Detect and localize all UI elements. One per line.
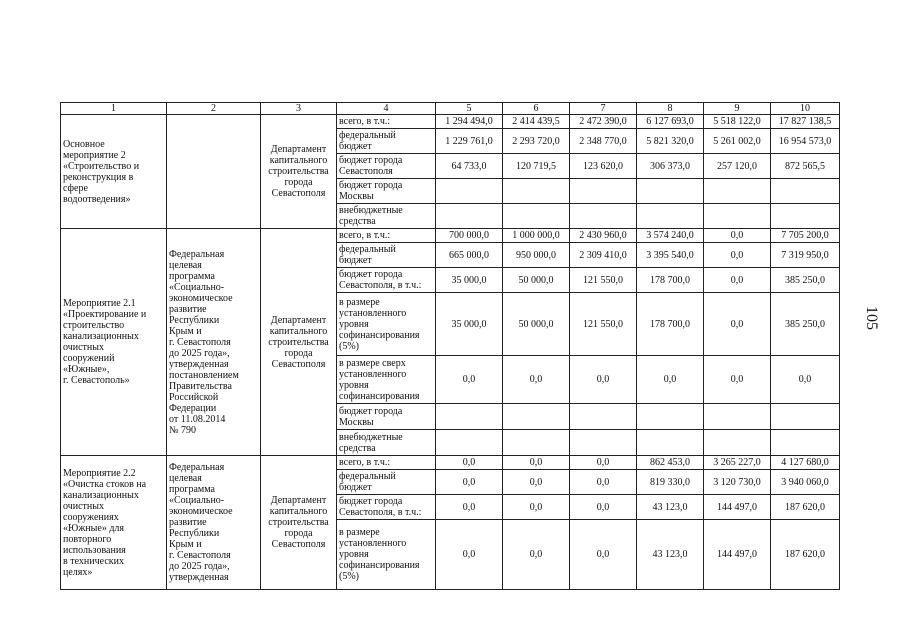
value-cell: [771, 204, 840, 229]
value-cell: 306 373,0: [637, 154, 704, 179]
column-header: 3: [261, 103, 337, 115]
value-cell: [637, 204, 704, 229]
value-cell: [436, 404, 503, 430]
value-cell: 0,0: [503, 495, 570, 520]
value-cell: 121 550,0: [570, 268, 637, 293]
value-cell: 862 453,0: [637, 456, 704, 470]
value-cell: 3 574 240,0: [637, 229, 704, 243]
value-cell: 50 000,0: [503, 293, 570, 356]
value-cell: 0,0: [503, 356, 570, 404]
value-cell: [704, 404, 771, 430]
value-cell: 43 123,0: [637, 495, 704, 520]
program-cell: Федеральная целевая программа «Социально- экономическое развитие Республики Крым и г. Севастополя до 2025 года», утвержденная постановлением Правительства Российской Федерации от 11.08.2014 № 790: [167, 229, 261, 456]
value-cell: 3 940 060,0: [771, 470, 840, 495]
value-cell: [503, 179, 570, 204]
value-cell: 17 827 138,5: [771, 115, 840, 129]
value-cell: 0,0: [704, 243, 771, 268]
funding-source-cell: федеральный бюджет: [337, 470, 436, 495]
column-header: 7: [570, 103, 637, 115]
value-cell: 1 000 000,0: [503, 229, 570, 243]
value-cell: 50 000,0: [503, 268, 570, 293]
page-number: 105: [863, 306, 880, 330]
value-cell: [637, 404, 704, 430]
value-cell: 120 719,5: [503, 154, 570, 179]
value-cell: 0,0: [704, 229, 771, 243]
value-cell: 950 000,0: [503, 243, 570, 268]
value-cell: 35 000,0: [436, 268, 503, 293]
value-cell: 0,0: [436, 520, 503, 590]
department-cell: Департамент капитального строительства города Севастополя: [261, 115, 337, 229]
budget-table: [60, 102, 840, 590]
value-cell: 2 309 410,0: [570, 243, 637, 268]
funding-source-cell: бюджет города Севастополя: [337, 154, 436, 179]
program-cell: [167, 115, 261, 229]
value-cell: 2 293 720,0: [503, 129, 570, 154]
department-cell: Департамент капитального строительства города Севастополя: [261, 229, 337, 456]
value-cell: 2 414 439,5: [503, 115, 570, 129]
program-cell: Федеральная целевая программа «Социально- экономическое развитие Республики Крым и г. Севастополя до 2025 года», утвержденная: [167, 456, 261, 590]
value-cell: 819 330,0: [637, 470, 704, 495]
value-cell: 64 733,0: [436, 154, 503, 179]
value-cell: 0,0: [637, 356, 704, 404]
value-cell: 0,0: [704, 268, 771, 293]
table-row: [61, 456, 840, 470]
value-cell: 0,0: [436, 470, 503, 495]
value-cell: [570, 404, 637, 430]
value-cell: [771, 430, 840, 456]
value-cell: [637, 430, 704, 456]
activity-name-cell: Мероприятие 2.2 «Очистка стоков на канализационных очистных сооружениях «Южные» для повторного использования в технических целях»: [61, 456, 167, 590]
value-cell: 0,0: [704, 356, 771, 404]
value-cell: [637, 179, 704, 204]
value-cell: [570, 179, 637, 204]
funding-source-cell: в размере установленного уровня софинансирования (5%): [337, 293, 436, 356]
value-cell: [771, 179, 840, 204]
value-cell: 121 550,0: [570, 293, 637, 356]
value-cell: [436, 204, 503, 229]
funding-source-cell: всего, в т.ч.:: [337, 115, 436, 129]
activity-name-cell: Основное мероприятие 2 «Строительство и реконструкция в сфере водоотведения»: [61, 115, 167, 229]
value-cell: [436, 430, 503, 456]
value-cell: 5 518 122,0: [704, 115, 771, 129]
funding-source-cell: в размере сверх установленного уровня софинансирования: [337, 356, 436, 404]
table-row: [61, 115, 840, 129]
funding-source-cell: бюджет города Севастополя, в т.ч.:: [337, 495, 436, 520]
value-cell: [570, 204, 637, 229]
column-header: 10: [771, 103, 840, 115]
funding-source-cell: федеральный бюджет: [337, 243, 436, 268]
value-cell: 700 000,0: [436, 229, 503, 243]
column-header: 8: [637, 103, 704, 115]
value-cell: 1 294 494,0: [436, 115, 503, 129]
funding-source-cell: федеральный бюджет: [337, 129, 436, 154]
value-cell: 7 319 950,0: [771, 243, 840, 268]
value-cell: 178 700,0: [637, 268, 704, 293]
activity-name-cell: Мероприятие 2.1 «Проектирование и строительство канализационных очистных сооружений «Южные», г. Севастополь»: [61, 229, 167, 456]
value-cell: 0,0: [503, 520, 570, 590]
funding-source-cell: всего, в т.ч.:: [337, 229, 436, 243]
table-header-row: [61, 103, 840, 115]
value-cell: [570, 430, 637, 456]
value-cell: 187 620,0: [771, 495, 840, 520]
value-cell: 665 000,0: [436, 243, 503, 268]
table-row: [61, 229, 840, 243]
value-cell: 5 821 320,0: [637, 129, 704, 154]
value-cell: 0,0: [771, 356, 840, 404]
value-cell: 123 620,0: [570, 154, 637, 179]
value-cell: [704, 204, 771, 229]
value-cell: [503, 204, 570, 229]
value-cell: 3 395 540,0: [637, 243, 704, 268]
funding-source-cell: внебюджетные средства: [337, 204, 436, 229]
value-cell: 1 229 761,0: [436, 129, 503, 154]
value-cell: 0,0: [570, 470, 637, 495]
value-cell: 0,0: [503, 470, 570, 495]
value-cell: 5 261 002,0: [704, 129, 771, 154]
column-header: 1: [61, 103, 167, 115]
value-cell: 385 250,0: [771, 293, 840, 356]
value-cell: 0,0: [570, 356, 637, 404]
value-cell: 3 265 227,0: [704, 456, 771, 470]
value-cell: 872 565,5: [771, 154, 840, 179]
value-cell: 2 472 390,0: [570, 115, 637, 129]
column-header: 6: [503, 103, 570, 115]
value-cell: 7 705 200,0: [771, 229, 840, 243]
column-header: 2: [167, 103, 261, 115]
column-header: 5: [436, 103, 503, 115]
value-cell: 0,0: [704, 293, 771, 356]
column-header: 4: [337, 103, 436, 115]
value-cell: [704, 430, 771, 456]
department-cell: Департамент капитального строительства города Севастополя: [261, 456, 337, 590]
value-cell: 385 250,0: [771, 268, 840, 293]
value-cell: [436, 179, 503, 204]
funding-source-cell: в размере установленного уровня софинансирования (5%): [337, 520, 436, 590]
value-cell: 6 127 693,0: [637, 115, 704, 129]
value-cell: 144 497,0: [704, 495, 771, 520]
funding-source-cell: бюджет города Москвы: [337, 179, 436, 204]
column-header: 9: [704, 103, 771, 115]
value-cell: 0,0: [570, 495, 637, 520]
value-cell: 2 430 960,0: [570, 229, 637, 243]
value-cell: [704, 179, 771, 204]
funding-source-cell: бюджет города Москвы: [337, 404, 436, 430]
value-cell: 178 700,0: [637, 293, 704, 356]
value-cell: 0,0: [570, 456, 637, 470]
value-cell: 0,0: [436, 456, 503, 470]
value-cell: 0,0: [436, 495, 503, 520]
funding-source-cell: всего, в т.ч.:: [337, 456, 436, 470]
value-cell: [503, 430, 570, 456]
funding-source-cell: внебюджетные средства: [337, 430, 436, 456]
value-cell: 35 000,0: [436, 293, 503, 356]
value-cell: 0,0: [436, 356, 503, 404]
value-cell: [771, 404, 840, 430]
value-cell: 144 497,0: [704, 520, 771, 590]
value-cell: 2 348 770,0: [570, 129, 637, 154]
value-cell: 257 120,0: [704, 154, 771, 179]
value-cell: 3 120 730,0: [704, 470, 771, 495]
value-cell: [503, 404, 570, 430]
value-cell: 0,0: [503, 456, 570, 470]
value-cell: 4 127 680,0: [771, 456, 840, 470]
funding-source-cell: бюджет города Севастополя, в т.ч.:: [337, 268, 436, 293]
value-cell: 16 954 573,0: [771, 129, 840, 154]
value-cell: 0,0: [570, 520, 637, 590]
value-cell: 43 123,0: [637, 520, 704, 590]
value-cell: 187 620,0: [771, 520, 840, 590]
